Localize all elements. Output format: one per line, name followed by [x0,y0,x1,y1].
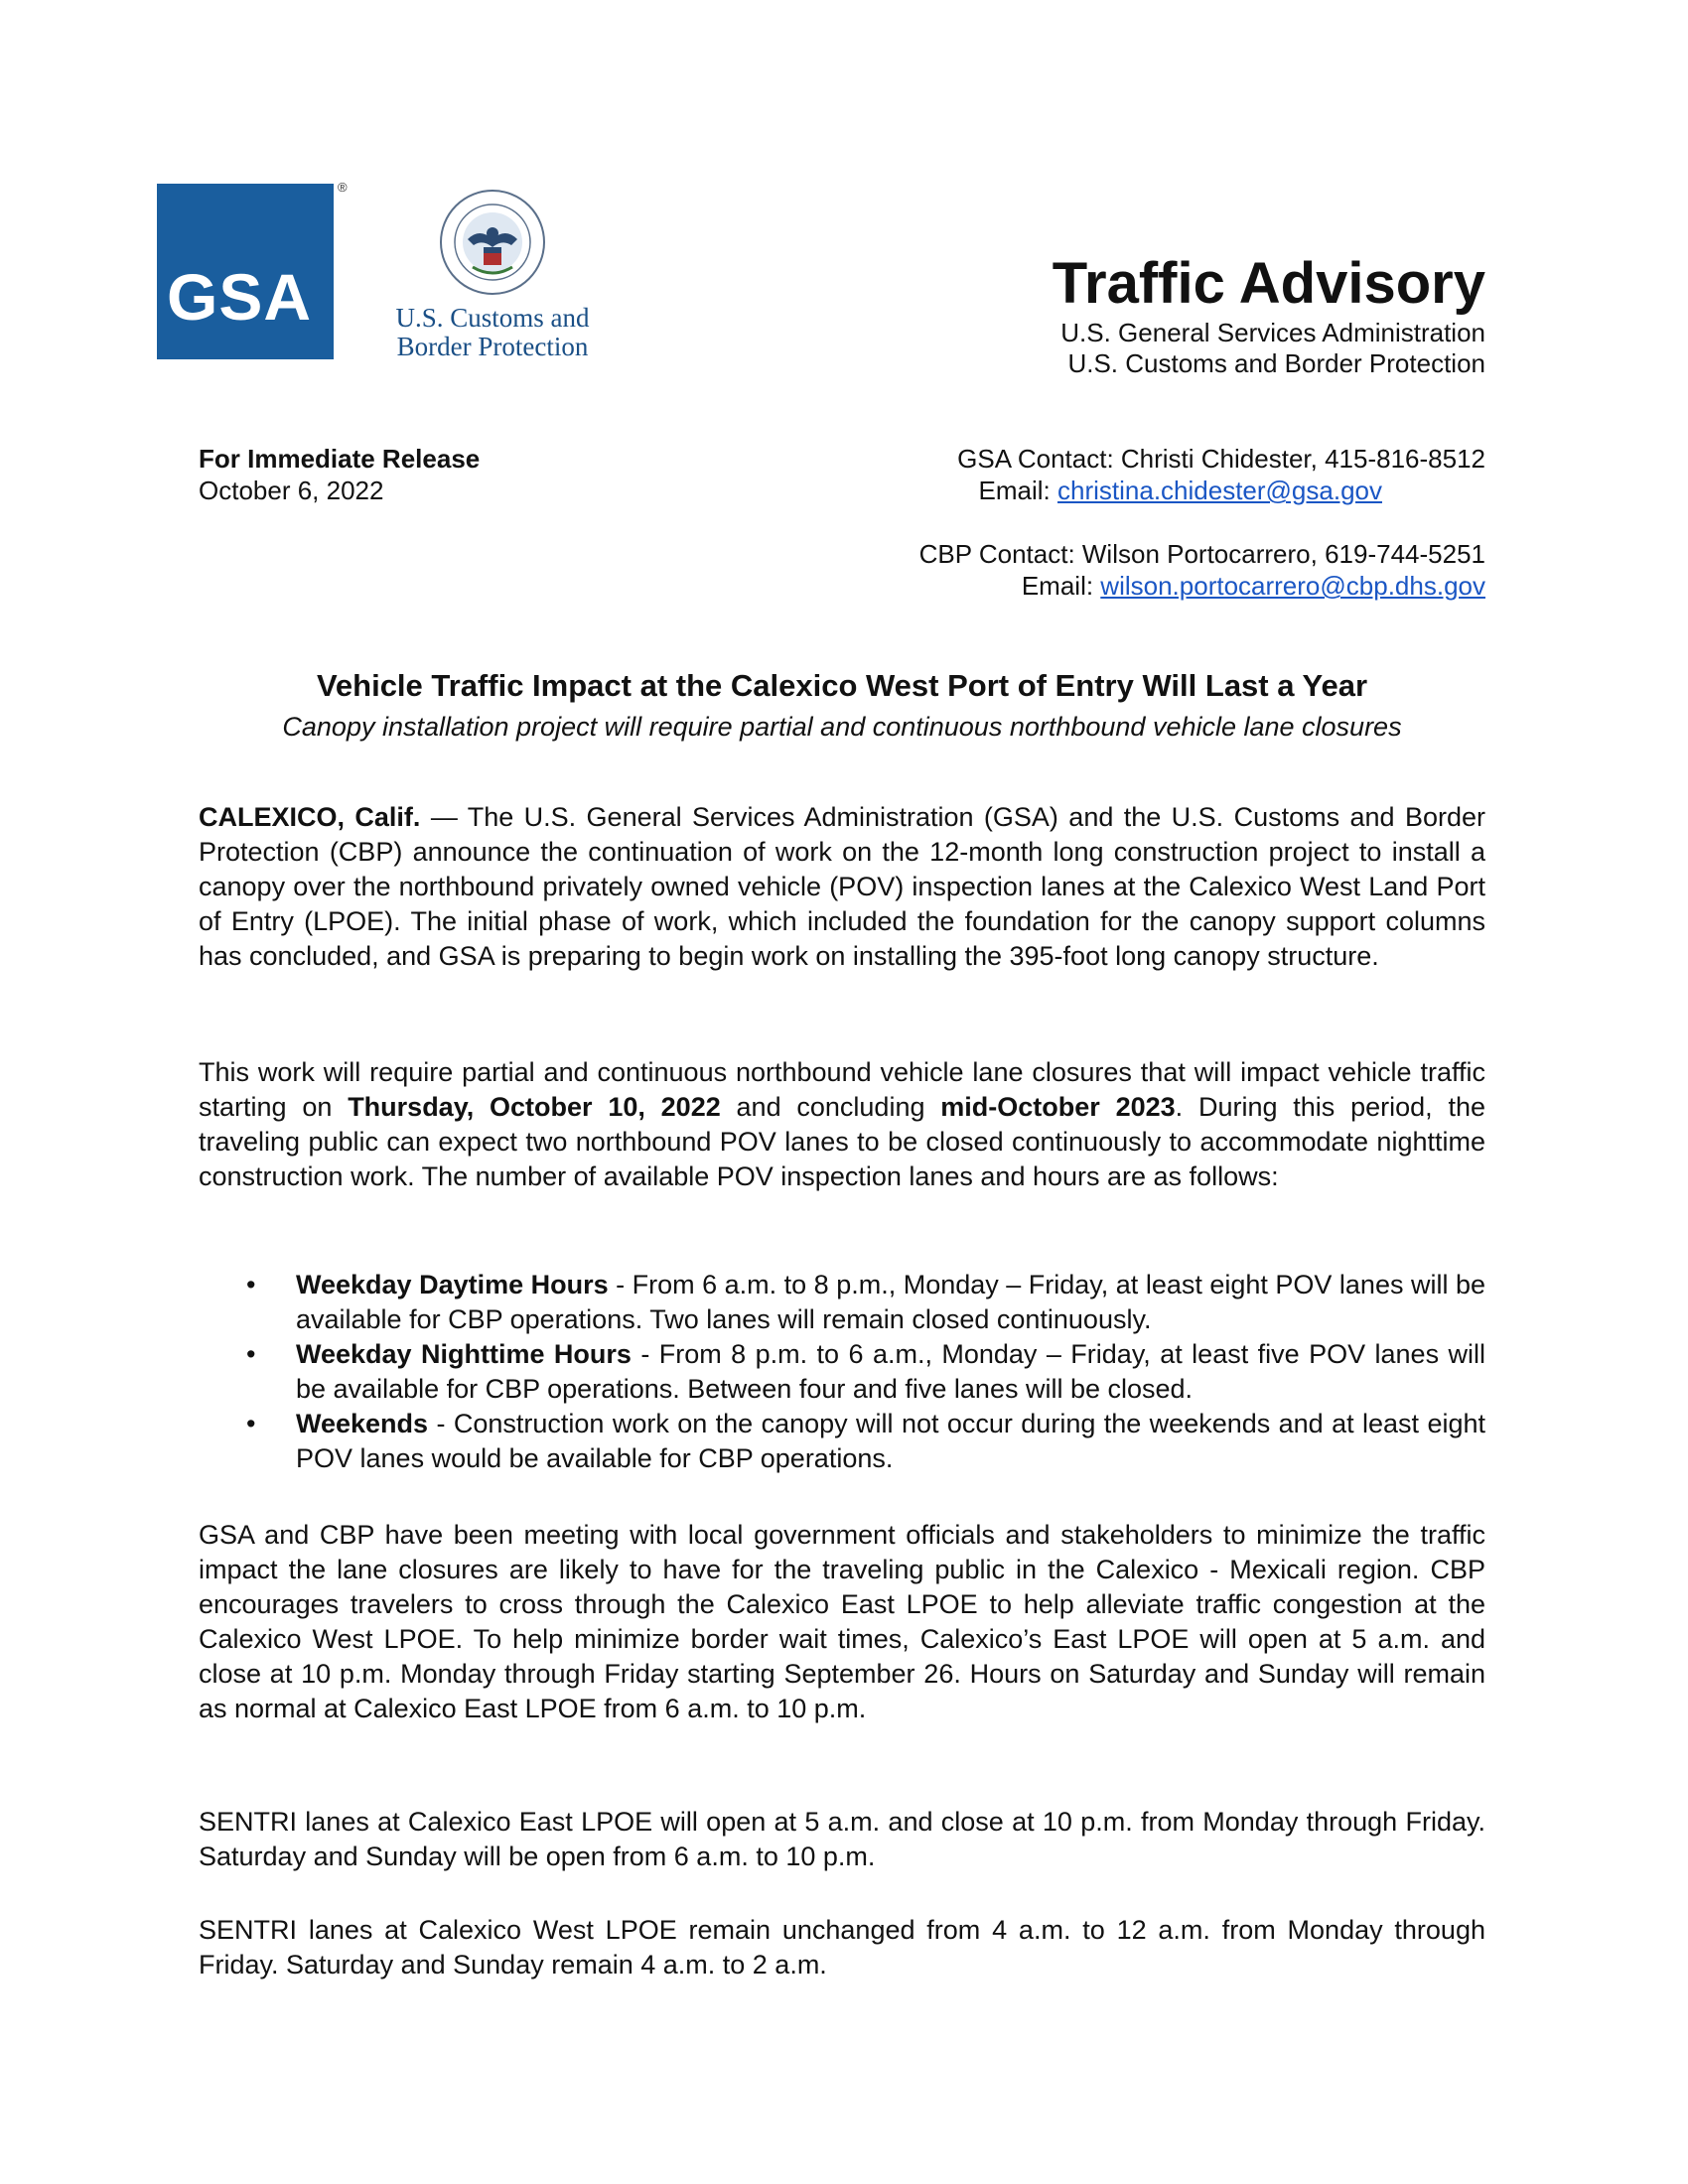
dateline: CALEXICO, Calif. [199,802,421,832]
dhs-seal-icon [438,188,547,297]
list-item-label: Weekends [296,1409,429,1438]
bullet-marker: • [246,1409,256,1438]
cbp-email-link[interactable]: wilson.portocarrero@cbp.dhs.gov [1100,571,1485,601]
cbp-logo-line2: Border Protection [396,332,589,361]
list-item [199,1268,1485,1337]
list-item-label: Weekday Daytime Hours [296,1270,609,1299]
gsa-email-line [979,476,1382,506]
bullet-marker: • [246,1339,256,1369]
cbp-logo-text [373,304,612,361]
agency-line-gsa: U.S. General Services Administration [1060,318,1485,347]
end-date: mid-October 2023 [940,1092,1176,1122]
list-item-text: - From 6 a.m. to 8 p.m., Monday – Friday, at least eight POV lanes will be available for CBP operations. Two lanes will remain closed continuously. [296,1270,1485,1334]
paragraph-closures-text: . During this period, the traveling public can expect two northbound POV lanes to be closed continuously to accommodate nighttime construction work. The number of available POV inspection lanes and hours are as follows: [199,1092,1485,1191]
bullet-marker: • [246,1270,256,1299]
gsa-logo [157,184,334,359]
release-label: For Immediate Release [199,444,481,474]
paragraph-intro-text: — The U.S. General Services Administration (GSA) and the U.S. Customs and Border Protection (CBP) announce the continuation of work on the 12-month long construction project to install a canopy over the northbound privately owned vehicle (POV) inspection lanes at the Calexico West Land Port of Entry (LPOE). The initial phase of work, which included the foundation for the canopy support columns has concluded, and GSA is preparing to begin work on installing the 395-foot long canopy structure. [199,802,1485,971]
agency-line-cbp: U.S. Customs and Border Protection [1067,348,1485,378]
list-item-text: - From 8 p.m. to 6 a.m., Monday – Friday, at least five POV lanes will be available for CBP operations. Between four and five lanes will be closed. [296,1339,1485,1404]
subheadline: Canopy installation project will require partial and continuous northbound vehicle lane closures [282,712,1402,742]
paragraph-closures-text: This work will require partial and continuous northbound vehicle lane closures that will impact vehicle traffic starting on [199,1057,1485,1122]
registered-mark: ® [338,180,348,195]
list-item [199,1407,1485,1476]
start-date: Thursday, October 10, 2022 [348,1092,721,1122]
gsa-contact: GSA Contact: Christi Chidester, 415-816-8512 [957,444,1485,474]
paragraph-intro [199,800,1485,974]
gsa-email-label: Email: [978,476,1057,505]
cbp-email-label: Email: [1021,571,1101,601]
gsa-logo-text: GSA [167,260,313,334]
paragraph-sentri-west: SENTRI lanes at Calexico West LPOE remain unchanged from 4 a.m. to 12 a.m. from Monday through Friday. Saturday and Sunday remain 4 a.m. to 2 a.m. [199,1915,1485,1979]
list-item-text: - Construction work on the canopy will not occur during the weekends and at least eight POV lanes would be available for CBP operations. [296,1409,1485,1473]
list-item-label: Weekday Nighttime Hours [296,1339,632,1369]
gsa-email-link[interactable]: christina.chidester@gsa.gov [1057,476,1382,505]
lane-hours-list [199,1268,1485,1476]
cbp-contact: CBP Contact: Wilson Portocarrero, 619-744-5251 [918,539,1485,569]
cbp-email-line [1022,571,1485,602]
paragraph-closures [199,1055,1485,1194]
release-date: October 6, 2022 [199,476,384,505]
paragraph-sentri-east: SENTRI lanes at Calexico East LPOE will open at 5 a.m. and close at 10 p.m. from Monday through Friday. Saturday and Sunday will be open from 6 a.m. to 10 p.m. [199,1807,1485,1871]
paragraph-meetings: GSA and CBP have been meeting with local government officials and stakeholders to minimize the traffic impact the lane closures are likely to have for the traveling public in the Calexico - Mexicali region. CBP encourages travelers to cross through the Calexico East LPOE to help alleviate traffic congestion at the Calexico West LPOE. To help minimize border wait times, Calexico’s East LPOE will open at 5 a.m. and close at 10 p.m. Monday through Friday starting September 26. Hours on Saturday and Sunday will remain as normal at Calexico East LPOE from 6 a.m. to 10 p.m. [199,1520,1485,1723]
paragraph-closures-text: and concluding [720,1092,941,1122]
cbp-logo-line1: U.S. Customs and [395,303,590,333]
page-title: Traffic Advisory [1052,251,1485,316]
list-item [199,1337,1485,1407]
headline: Vehicle Traffic Impact at the Calexico West Port of Entry Will Last a Year [316,668,1368,703]
